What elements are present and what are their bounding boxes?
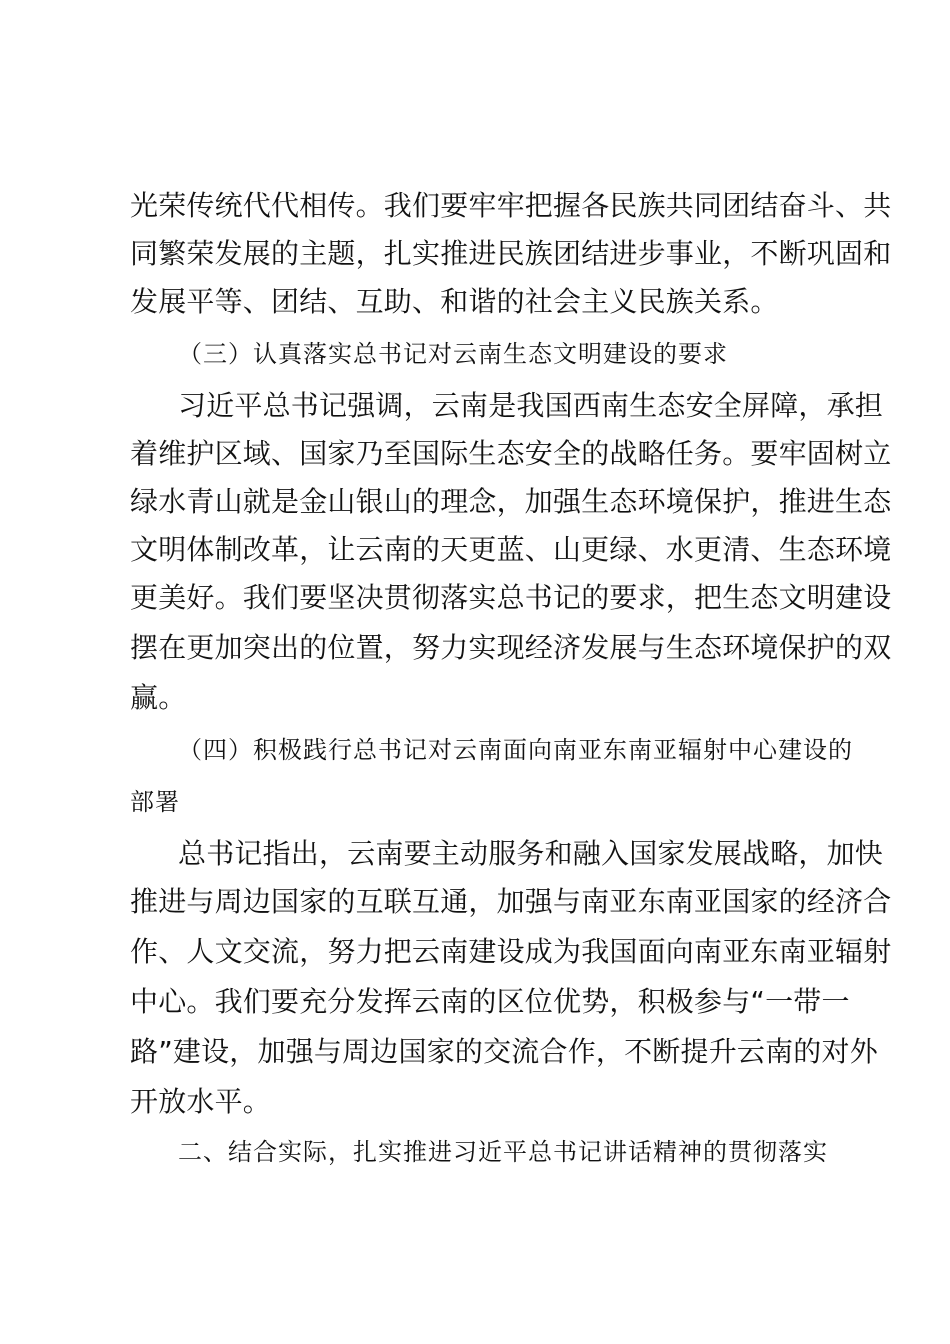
text-line: 开放水平。	[130, 1085, 272, 1118]
text-line: 同繁荣发展的主题，扎实推进民族团结进步事业，不断巩固和	[130, 237, 892, 270]
text-line: 赢。	[130, 681, 187, 714]
text-line: 摆在更加突出的位置，努力实现经济发展与生态环境保护的双	[130, 631, 892, 664]
section-heading-2: 二、结合实际，扎实推进习近平总书记讲话精神的贯彻落实	[178, 1138, 828, 1166]
text-line: 中心。我们要充分发挥云南的区位优势，积极参与“一带一	[130, 985, 850, 1018]
section-heading-3: （三）认真落实总书记对云南生态文明建设的要求	[178, 340, 728, 368]
text-line: 作、人文交流，努力把云南建设成为我国面向南亚东南亚辐射	[130, 935, 892, 968]
text-line: 路”建设，加强与周边国家的交流合作，不断提升云南的对外	[130, 1035, 878, 1068]
text-line: 光荣传统代代相传。我们要牢牢把握各民族共同团结奋斗、共	[130, 189, 892, 222]
text-line: 更美好。我们要坚决贯彻落实总书记的要求，把生态文明建设	[130, 581, 892, 614]
text-line: 习近平总书记强调，云南是我国西南生态安全屏障，承担	[178, 389, 884, 422]
heading-line: （四）积极践行总书记对云南面向南亚东南亚辐射中心建设的	[178, 736, 853, 764]
heading-line: 部署	[130, 788, 180, 816]
text-line: 着维护区域、国家乃至国际生态安全的战略任务。要牢固树立	[130, 437, 892, 470]
text-line: 绿水青山就是金山银山的理念，加强生态环境保护，推进生态	[130, 485, 892, 518]
text-line: 发展平等、团结、互助、和谐的社会主义民族关系。	[130, 285, 779, 318]
text-line: 总书记指出，云南要主动服务和融入国家发展战略，加快	[178, 837, 884, 870]
text-line: 推进与周边国家的互联互通，加强与南亚东南亚国家的经济合	[130, 885, 892, 918]
text-line: 文明体制改革，让云南的天更蓝、山更绿、水更清、生态环境	[130, 533, 892, 566]
